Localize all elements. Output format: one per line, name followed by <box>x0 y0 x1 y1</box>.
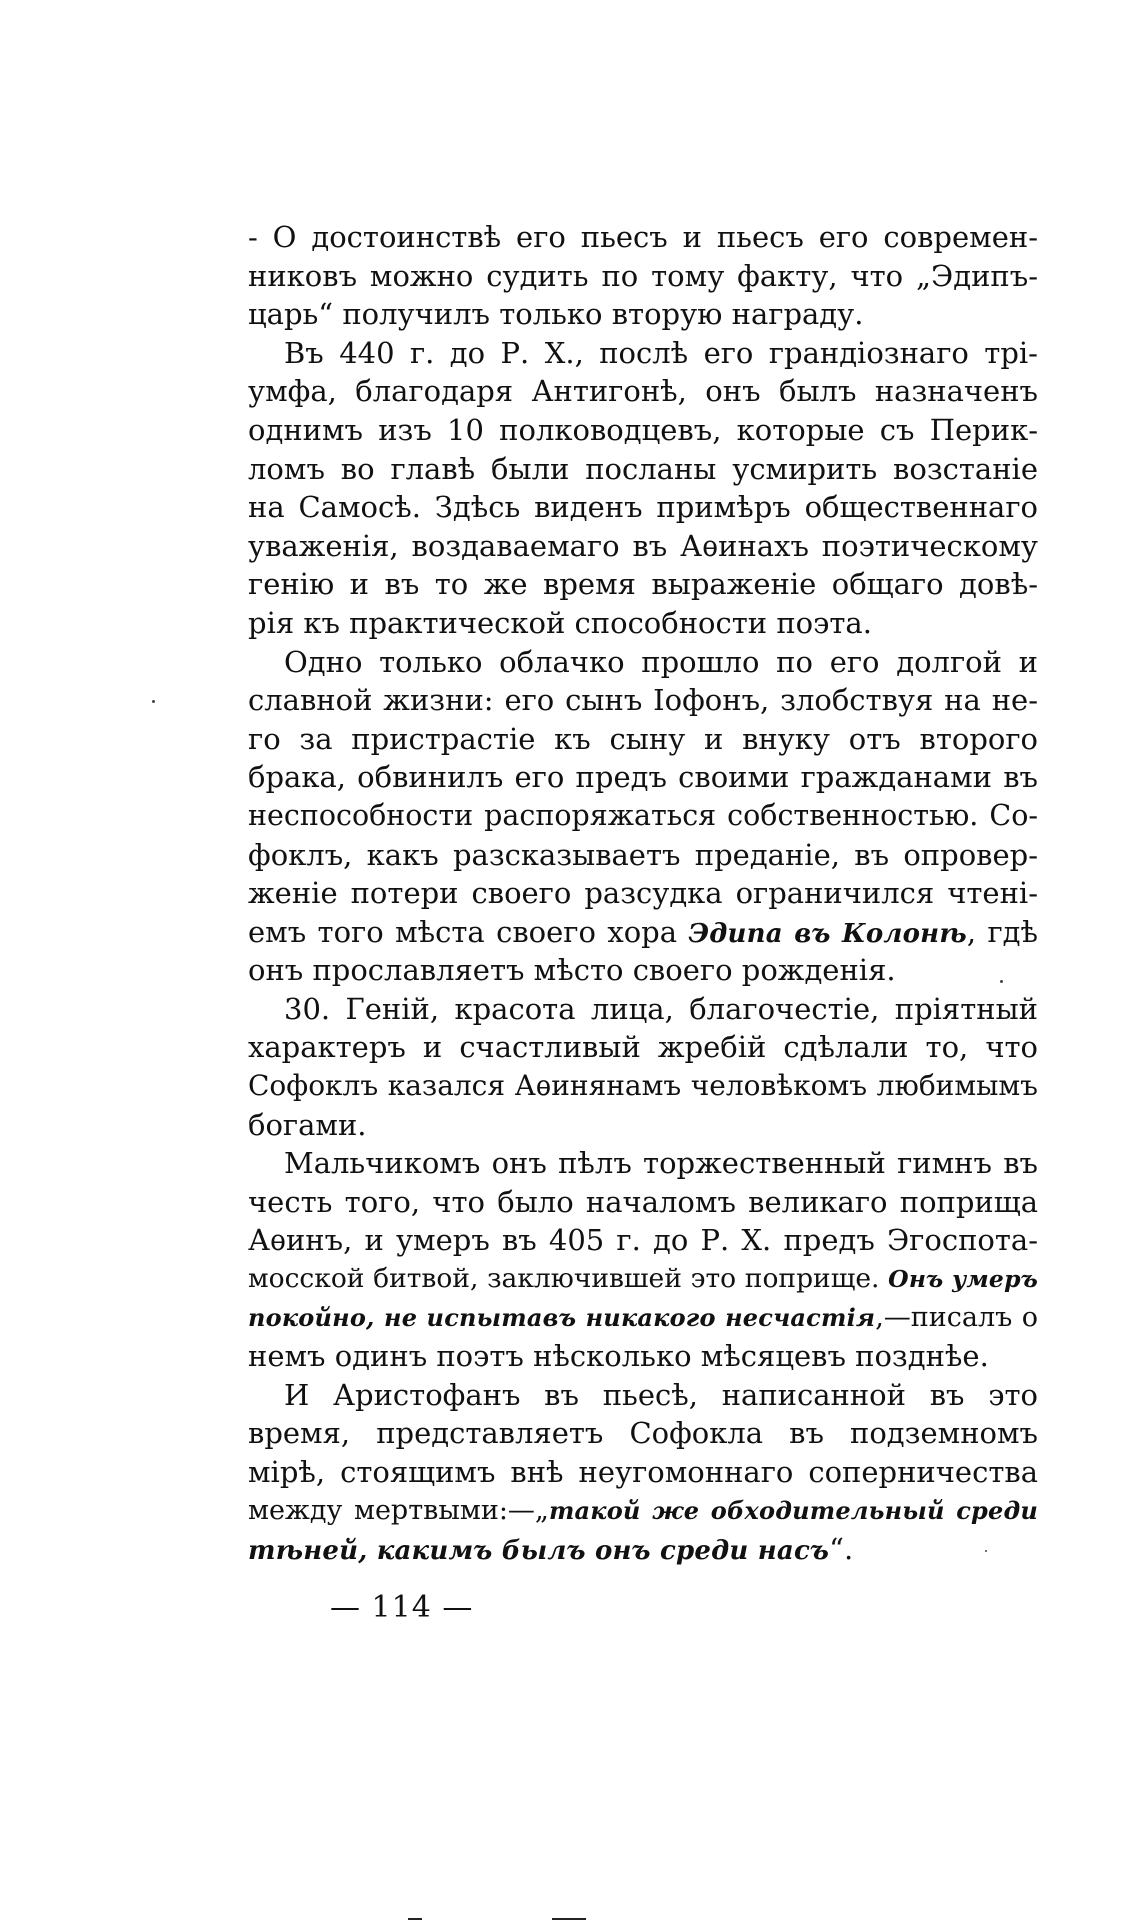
text-line: ломъ во главѣ были посланы усмирить возстаніе <box>248 451 1038 486</box>
text-line: брака, обвинилъ его предъ своими гражданами въ <box>248 760 1038 795</box>
text-line: на Самосѣ. Здѣсь виденъ примѣръ общественнаго <box>248 490 1038 525</box>
italic-quote: Онъ умеръ <box>888 1265 1038 1294</box>
text-line: между мертвыми:—„такой же обходительный среди <box>248 1494 1038 1526</box>
page-number: — 114 — <box>330 1590 474 1625</box>
text-line: Мальчикомъ онъ пѣлъ торжественный гимнъ въ <box>284 1146 1038 1181</box>
text-line: генію и въ то же время выраженіе общаго довѣ- <box>248 567 1038 602</box>
scan-speck <box>1000 980 1003 983</box>
scan-speck <box>985 1550 987 1552</box>
text-line: фоклъ, какъ разсказываетъ преданіе, въ опровер- <box>248 837 1038 872</box>
text-line: мосской битвой, заключившей это поприще. Онъ умеръ <box>248 1263 1038 1295</box>
text-line: женіе потери своего разсудка ограничился чтені- <box>248 876 1038 911</box>
italic-quote: покойно, не испытавъ никакого несчастія <box>248 1302 876 1332</box>
paragraph <box>248 334 1038 643</box>
text-line: покойно, не испытавъ никакого несчастія,—писалъ о <box>248 1301 1038 1333</box>
text-line: царь“ получилъ только вторую награду. <box>248 297 864 332</box>
scan-mark <box>408 1918 422 1920</box>
text-line: умфа, благодаря Антигонѣ, онъ былъ назначенъ <box>248 374 1038 409</box>
text-line: мірѣ, стоящимъ внѣ неугомоннаго соперничества <box>248 1455 1038 1489</box>
text-line: Въ 440 г. до Р. Х., послѣ его грандіознаго трі- <box>284 335 1038 370</box>
scan-speck <box>152 700 155 703</box>
text-line: тѣней, какимъ былъ онъ среди насъ“. <box>248 1532 854 1567</box>
text-line: уваженія, воздаваемаго въ Аѳинахъ поэтическому <box>248 528 1038 563</box>
text-line: характеръ и счастливый жребій сдѣлали то, что <box>248 1030 1038 1065</box>
paragraph <box>248 1144 1038 1376</box>
text-line: никовъ можно судить по тому факту, что „Эдипъ- <box>248 258 1038 293</box>
text-line: И Аристофанъ въ пьесѣ, написанной въ это <box>284 1377 1038 1412</box>
text-line: рія къ практической способности поэта. <box>248 605 872 640</box>
italic-quote: тѣней, какимъ былъ онъ среди насъ <box>248 1536 830 1567</box>
scan-mark <box>552 1918 586 1920</box>
text-line: богами. <box>248 1107 367 1142</box>
text-line: неспособности распоряжаться собственностью. Со- <box>248 798 1038 832</box>
body-text <box>248 218 1038 1569</box>
text-line: Аѳинъ, и умеръ въ 405 г. до Р. Х. предъ Эгоспота- <box>248 1223 1038 1258</box>
text-line: го за пристрастіе къ сыну и внуку отъ второго <box>248 721 1038 756</box>
text-line: - О достоинствѣ его пьесъ и пьесъ его современ- <box>248 220 1038 254</box>
text-line: емъ того мѣста своего хора Эдипа въ Колонѣ, гдѣ <box>248 914 1038 949</box>
paragraph <box>248 1376 1038 1569</box>
text-line: онъ прославляетъ мѣсто своего рожденія. <box>248 953 896 988</box>
italic-quote: такой же обходительный среди <box>548 1495 1038 1525</box>
text-line: Одно только облачко прошло по его долгой и <box>284 644 1038 679</box>
paragraph <box>248 218 1038 334</box>
text-line: Софоклъ казался Аѳинянамъ человѣкомъ любимымъ <box>248 1069 1038 1103</box>
paragraph <box>248 643 1038 990</box>
text-line: славной жизни: его сынъ Іофонъ, злобствуя на не- <box>248 683 1038 718</box>
text-line: однимъ изъ 10 полководцевъ, которые съ Перик- <box>248 412 1038 447</box>
text-line: честь того, что было началомъ великаго поприща <box>248 1184 1038 1219</box>
text-line: время, представляетъ Софокла въ подземномъ <box>248 1416 1038 1451</box>
text-line: немъ одинъ поэтъ нѣсколько мѣсяцевъ позднѣе. <box>248 1339 989 1374</box>
italic-title: Эдипа въ Колонѣ <box>688 918 967 949</box>
paragraph <box>248 990 1038 1144</box>
text-line: 30. Геній, красота лица, благочестіе, пріятный <box>284 991 1038 1026</box>
